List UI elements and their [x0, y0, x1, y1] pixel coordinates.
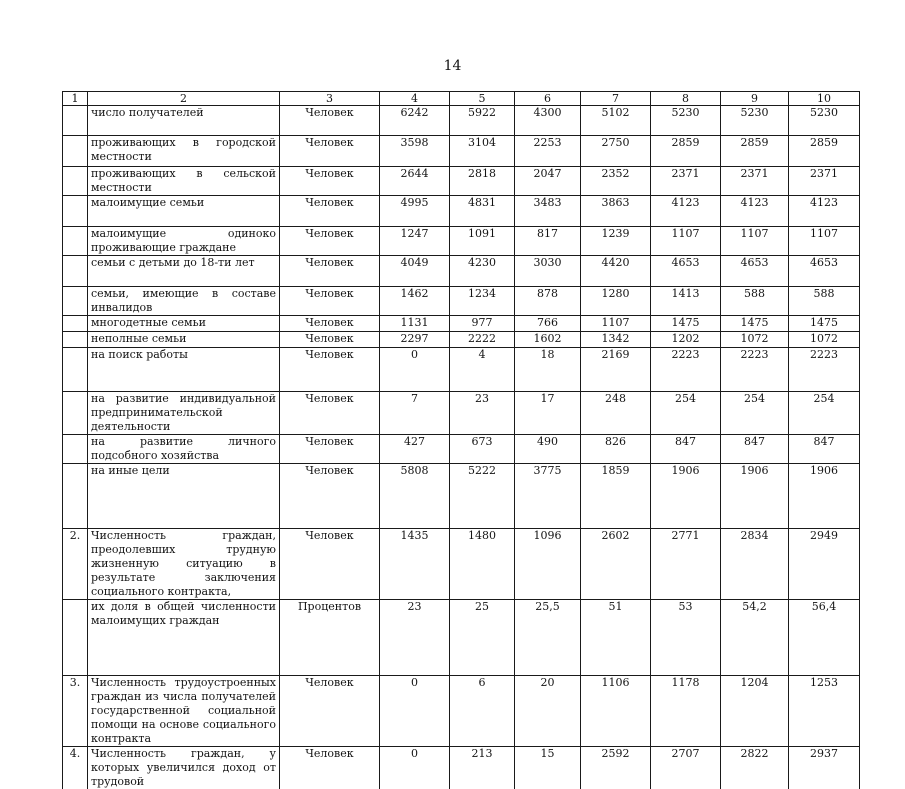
table-row — [63, 227, 860, 256]
value-cell: 817 — [515, 227, 581, 256]
table-row — [63, 464, 860, 529]
value-cell: 15 — [515, 747, 581, 789]
value-cell: 0 — [380, 676, 450, 747]
table-header-row — [63, 92, 860, 106]
value-cell: 23 — [380, 600, 450, 676]
value-cell: 1204 — [721, 676, 789, 747]
indicator-name: на развитие индивидуальной предпринимательской деятельности — [88, 392, 280, 435]
value-cell: 5230 — [721, 106, 789, 136]
value-cell: 53 — [651, 600, 721, 676]
row-number — [63, 196, 88, 227]
value-cell: 1480 — [450, 529, 515, 600]
value-cell: 2822 — [721, 747, 789, 789]
table-row — [63, 196, 860, 227]
unit-cell: Человек — [280, 464, 380, 529]
value-cell: 2707 — [651, 747, 721, 789]
column-header: 3 — [280, 92, 380, 106]
value-cell: 4831 — [450, 196, 515, 227]
value-cell: 56,4 — [789, 600, 860, 676]
value-cell: 2602 — [581, 529, 651, 600]
indicator-name: Численность граждан, у которых увеличился доход от трудовой — [88, 747, 280, 789]
value-cell: 847 — [789, 435, 860, 464]
unit-cell: Человек — [280, 348, 380, 392]
unit-cell: Человек — [280, 747, 380, 789]
row-number — [63, 106, 88, 136]
value-cell: 2223 — [721, 348, 789, 392]
value-cell: 3104 — [450, 136, 515, 167]
value-cell: 2047 — [515, 167, 581, 196]
value-cell: 490 — [515, 435, 581, 464]
value-cell: 4123 — [651, 196, 721, 227]
unit-cell: Человек — [280, 316, 380, 332]
value-cell: 2859 — [651, 136, 721, 167]
indicator-name: семьи, имеющие в составе инвалидов — [88, 287, 280, 316]
value-cell: 2253 — [515, 136, 581, 167]
value-cell: 1096 — [515, 529, 581, 600]
value-cell: 1072 — [789, 332, 860, 348]
table-row — [63, 747, 860, 789]
value-cell: 1107 — [651, 227, 721, 256]
value-cell: 20 — [515, 676, 581, 747]
indicator-name: семьи с детьми до 18-ти лет — [88, 256, 280, 287]
unit-cell: Человек — [280, 256, 380, 287]
value-cell: 1475 — [789, 316, 860, 332]
value-cell: 2750 — [581, 136, 651, 167]
value-cell: 3863 — [581, 196, 651, 227]
unit-cell: Человек — [280, 196, 380, 227]
value-cell: 4 — [450, 348, 515, 392]
row-number — [63, 256, 88, 287]
value-cell: 6 — [450, 676, 515, 747]
value-cell: 2834 — [721, 529, 789, 600]
value-cell: 3598 — [380, 136, 450, 167]
value-cell: 254 — [789, 392, 860, 435]
value-cell: 18 — [515, 348, 581, 392]
unit-cell: Человек — [280, 529, 380, 600]
value-cell: 2223 — [789, 348, 860, 392]
value-cell: 1342 — [581, 332, 651, 348]
column-header: 1 — [63, 92, 88, 106]
row-number — [63, 348, 88, 392]
value-cell: 2859 — [789, 136, 860, 167]
table-row — [63, 676, 860, 747]
value-cell: 1247 — [380, 227, 450, 256]
value-cell: 23 — [450, 392, 515, 435]
value-cell: 588 — [789, 287, 860, 316]
value-cell: 5102 — [581, 106, 651, 136]
value-cell: 2222 — [450, 332, 515, 348]
indicator-name: Численность граждан, преодолевших трудную жизненную ситуацию в результате заключения социального контракта, — [88, 529, 280, 600]
value-cell: 4995 — [380, 196, 450, 227]
value-cell: 5222 — [450, 464, 515, 529]
value-cell: 1239 — [581, 227, 651, 256]
value-cell: 213 — [450, 747, 515, 789]
table-row — [63, 316, 860, 332]
value-cell: 1178 — [651, 676, 721, 747]
table-row — [63, 106, 860, 136]
value-cell: 2592 — [581, 747, 651, 789]
value-cell: 4123 — [789, 196, 860, 227]
row-number: 3. — [63, 676, 88, 747]
indicator-name: неполные семьи — [88, 332, 280, 348]
value-cell: 1906 — [651, 464, 721, 529]
indicator-name: Численность трудоустроенных граждан из числа получателей государственной социальной помощи на основе социального контракта — [88, 676, 280, 747]
column-header: 6 — [515, 92, 581, 106]
row-number — [63, 332, 88, 348]
value-cell: 1131 — [380, 316, 450, 332]
table-row — [63, 287, 860, 316]
value-cell: 766 — [515, 316, 581, 332]
value-cell: 1413 — [651, 287, 721, 316]
value-cell: 1475 — [721, 316, 789, 332]
value-cell: 2223 — [651, 348, 721, 392]
unit-cell: Человек — [280, 435, 380, 464]
value-cell: 3775 — [515, 464, 581, 529]
value-cell: 51 — [581, 600, 651, 676]
column-header: 8 — [651, 92, 721, 106]
indicator-name: на иные цели — [88, 464, 280, 529]
value-cell: 4653 — [651, 256, 721, 287]
value-cell: 1106 — [581, 676, 651, 747]
value-cell: 17 — [515, 392, 581, 435]
row-number — [63, 435, 88, 464]
indicator-name: проживающих в городской местности — [88, 136, 280, 167]
row-number — [63, 464, 88, 529]
value-cell: 2352 — [581, 167, 651, 196]
column-header: 10 — [789, 92, 860, 106]
unit-cell: Человек — [280, 227, 380, 256]
row-number — [63, 392, 88, 435]
value-cell: 25 — [450, 600, 515, 676]
column-header: 7 — [581, 92, 651, 106]
value-cell: 1253 — [789, 676, 860, 747]
value-cell: 0 — [380, 348, 450, 392]
value-cell: 1091 — [450, 227, 515, 256]
value-cell: 1602 — [515, 332, 581, 348]
value-cell: 4123 — [721, 196, 789, 227]
row-number — [63, 316, 88, 332]
value-cell: 5922 — [450, 106, 515, 136]
unit-cell: Человек — [280, 392, 380, 435]
value-cell: 1475 — [651, 316, 721, 332]
table-row — [63, 435, 860, 464]
value-cell: 5230 — [651, 106, 721, 136]
unit-cell: Человек — [280, 676, 380, 747]
value-cell: 4653 — [721, 256, 789, 287]
value-cell: 3483 — [515, 196, 581, 227]
table-row — [63, 332, 860, 348]
value-cell: 2937 — [789, 747, 860, 789]
indicator-name: их доля в общей численности малоимущих граждан — [88, 600, 280, 676]
value-cell: 2644 — [380, 167, 450, 196]
indicator-name: малоимущие семьи — [88, 196, 280, 227]
row-number — [63, 227, 88, 256]
value-cell: 2859 — [721, 136, 789, 167]
value-cell: 1906 — [789, 464, 860, 529]
value-cell: 7 — [380, 392, 450, 435]
value-cell: 2371 — [789, 167, 860, 196]
row-number — [63, 600, 88, 676]
value-cell: 1107 — [789, 227, 860, 256]
value-cell: 2297 — [380, 332, 450, 348]
value-cell: 1462 — [380, 287, 450, 316]
statistics-table — [62, 91, 860, 789]
value-cell: 4230 — [450, 256, 515, 287]
row-number — [63, 287, 88, 316]
indicator-name: малоимущие одиноко проживающие граждане — [88, 227, 280, 256]
unit-cell: Человек — [280, 106, 380, 136]
value-cell: 2371 — [721, 167, 789, 196]
value-cell: 6242 — [380, 106, 450, 136]
value-cell: 5230 — [789, 106, 860, 136]
value-cell: 427 — [380, 435, 450, 464]
value-cell: 2771 — [651, 529, 721, 600]
value-cell: 1107 — [721, 227, 789, 256]
column-header: 9 — [721, 92, 789, 106]
table-row — [63, 167, 860, 196]
unit-cell: Человек — [280, 287, 380, 316]
value-cell: 2818 — [450, 167, 515, 196]
indicator-name: проживающих в сельской местности — [88, 167, 280, 196]
column-header: 4 — [380, 92, 450, 106]
value-cell: 0 — [380, 747, 450, 789]
value-cell: 847 — [651, 435, 721, 464]
table-row — [63, 256, 860, 287]
value-cell: 878 — [515, 287, 581, 316]
value-cell: 1234 — [450, 287, 515, 316]
page-number: 14 — [0, 58, 905, 74]
value-cell: 2169 — [581, 348, 651, 392]
table-row — [63, 348, 860, 392]
value-cell: 25,5 — [515, 600, 581, 676]
value-cell: 1072 — [721, 332, 789, 348]
table-row — [63, 529, 860, 600]
value-cell: 1906 — [721, 464, 789, 529]
value-cell: 1202 — [651, 332, 721, 348]
value-cell: 588 — [721, 287, 789, 316]
value-cell: 248 — [581, 392, 651, 435]
value-cell: 2949 — [789, 529, 860, 600]
table-row — [63, 392, 860, 435]
value-cell: 826 — [581, 435, 651, 464]
value-cell: 2371 — [651, 167, 721, 196]
value-cell: 254 — [721, 392, 789, 435]
unit-cell: Человек — [280, 136, 380, 167]
value-cell: 1859 — [581, 464, 651, 529]
indicator-name: на развитие личного подсобного хозяйства — [88, 435, 280, 464]
row-number — [63, 167, 88, 196]
column-header: 5 — [450, 92, 515, 106]
table-row — [63, 600, 860, 676]
value-cell: 1107 — [581, 316, 651, 332]
indicator-name: многодетные семьи — [88, 316, 280, 332]
value-cell: 4653 — [789, 256, 860, 287]
value-cell: 977 — [450, 316, 515, 332]
value-cell: 673 — [450, 435, 515, 464]
value-cell: 4420 — [581, 256, 651, 287]
indicator-name: на поиск работы — [88, 348, 280, 392]
value-cell: 254 — [651, 392, 721, 435]
value-cell: 1435 — [380, 529, 450, 600]
value-cell: 5808 — [380, 464, 450, 529]
value-cell: 4300 — [515, 106, 581, 136]
column-header: 2 — [88, 92, 280, 106]
table-row — [63, 136, 860, 167]
value-cell: 847 — [721, 435, 789, 464]
unit-cell: Человек — [280, 332, 380, 348]
indicator-name: число получателей — [88, 106, 280, 136]
value-cell: 54,2 — [721, 600, 789, 676]
unit-cell: Процентов — [280, 600, 380, 676]
unit-cell: Человек — [280, 167, 380, 196]
row-number — [63, 136, 88, 167]
row-number: 2. — [63, 529, 88, 600]
value-cell: 1280 — [581, 287, 651, 316]
row-number: 4. — [63, 747, 88, 789]
value-cell: 4049 — [380, 256, 450, 287]
value-cell: 3030 — [515, 256, 581, 287]
